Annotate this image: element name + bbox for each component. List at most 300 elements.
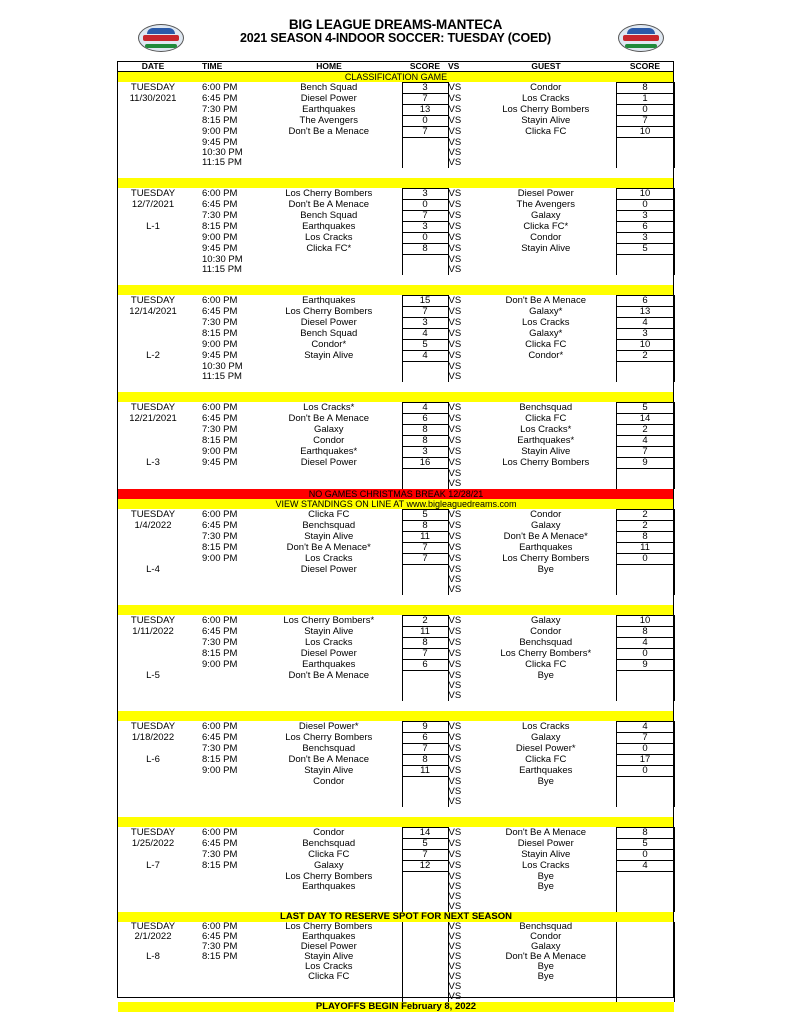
guest-team-cell: Diesel Power <box>517 838 574 850</box>
home-score-cell: 11 <box>402 532 448 543</box>
guest-score-cell <box>616 138 674 149</box>
guest-team-cell <box>476 681 616 691</box>
guest-team-cell <box>476 787 616 797</box>
date-cell <box>118 787 188 797</box>
vs-cell: VS <box>448 413 462 425</box>
date-cell <box>118 447 188 458</box>
home-team-cell: Earthquakes <box>302 659 356 671</box>
guest-team-cell: Los Cherry Bombers* <box>500 648 592 660</box>
home-score-cell: 15 <box>402 296 448 307</box>
table-row <box>118 479 674 489</box>
home-score-cell: 7 <box>402 211 448 222</box>
vs-cell: VS <box>448 104 462 116</box>
date-cell <box>118 744 188 755</box>
spacer-row <box>118 382 674 392</box>
home-score-cell <box>402 942 448 952</box>
home-team-cell: Benchsquad <box>302 838 356 850</box>
vs-cell: VS <box>448 721 462 733</box>
home-team-cell: Los Cherry Bombers <box>285 871 373 882</box>
time-cell <box>188 469 256 480</box>
time-cell <box>188 777 256 788</box>
home-team-cell: Clicka FC <box>308 972 350 982</box>
spacer-row <box>118 168 674 178</box>
spacer-cell <box>118 807 674 817</box>
date-cell: L-8 <box>146 952 160 962</box>
guest-score-cell: 6 <box>616 222 674 233</box>
date-cell: 1/25/2022 <box>131 838 175 850</box>
home-team-cell: Los Cherry Bombers <box>285 922 373 932</box>
guest-team-cell <box>476 797 616 807</box>
home-score-cell <box>402 469 448 480</box>
time-cell: 6:00 PM <box>202 827 238 839</box>
table-row <box>118 148 674 158</box>
date-cell: TUESDAY <box>130 82 176 94</box>
vs-cell: VS <box>448 361 462 372</box>
guest-score-cell <box>616 565 674 576</box>
guest-score-cell <box>616 479 674 489</box>
vs-cell: VS <box>448 892 462 902</box>
table-row <box>118 828 674 839</box>
home-team-cell: Los Cherry Bombers <box>285 188 373 200</box>
guest-team-cell: Galaxy <box>530 210 561 222</box>
home-score-cell <box>402 777 448 788</box>
guest-score-cell <box>616 872 674 883</box>
home-score-cell <box>402 982 448 992</box>
vs-cell: VS <box>448 306 462 318</box>
home-score-cell: 3 <box>402 447 448 458</box>
table-row <box>118 116 674 127</box>
guest-team-cell: Stayin Alive <box>521 849 571 861</box>
table-row <box>118 127 674 138</box>
table-row <box>118 638 674 649</box>
guest-score-cell: 8 <box>616 627 674 638</box>
guest-score-cell: 0 <box>616 105 674 116</box>
time-cell: 8:15 PM <box>202 542 238 554</box>
table-row <box>118 922 674 932</box>
home-score-cell <box>402 962 448 972</box>
notice-banner <box>118 392 674 403</box>
home-team-cell: Diesel Power <box>300 93 357 105</box>
vs-cell: VS <box>448 922 462 932</box>
home-score-cell: 14 <box>402 828 448 839</box>
guest-score-cell <box>616 902 674 912</box>
vs-cell: VS <box>448 115 462 127</box>
home-team-cell: Benchsquad <box>302 520 356 532</box>
time-cell: 8:15 PM <box>202 328 238 340</box>
time-cell: 6:45 PM <box>202 520 238 532</box>
home-score-cell: 3 <box>402 222 448 233</box>
guest-score-cell: 4 <box>616 318 674 329</box>
home-team-cell: Earthquakes <box>302 932 356 942</box>
schedule-table <box>118 61 675 1012</box>
table-row <box>118 797 674 807</box>
table-row <box>118 94 674 105</box>
home-team-cell: Bench Squad <box>300 82 358 94</box>
home-score-cell: 8 <box>402 425 448 436</box>
time-cell: 9:45 PM <box>202 350 238 362</box>
guest-score-cell: 7 <box>616 447 674 458</box>
vs-cell: VS <box>448 871 462 882</box>
time-cell: 6:00 PM <box>202 402 238 414</box>
date-cell <box>118 372 188 382</box>
vs-cell: VS <box>448 479 462 489</box>
guest-team-cell: Don't Be A Menace <box>505 827 586 839</box>
home-score-cell: 7 <box>402 744 448 755</box>
vs-cell: VS <box>448 902 462 912</box>
time-cell <box>188 671 256 682</box>
guest-score-cell: 1 <box>616 94 674 105</box>
home-team-cell: Los Cherry Bombers* <box>283 615 375 627</box>
table-row <box>118 616 674 627</box>
time-cell: 6:45 PM <box>202 413 238 425</box>
date-cell <box>118 872 188 883</box>
home-team-cell <box>256 575 402 585</box>
table-row <box>118 458 674 469</box>
table-row <box>118 296 674 307</box>
home-team-cell: Don't Be A Menace <box>288 670 369 681</box>
guest-team-cell: Clicka FC* <box>523 221 569 233</box>
table-row <box>118 469 674 480</box>
home-team-cell <box>256 469 402 480</box>
time-cell <box>188 902 256 912</box>
guest-score-cell <box>616 469 674 480</box>
time-cell: 6:45 PM <box>202 306 238 318</box>
date-cell <box>118 211 188 222</box>
guest-score-cell: 0 <box>616 744 674 755</box>
date-cell <box>118 660 188 671</box>
guest-score-cell: 7 <box>616 116 674 127</box>
time-cell: 7:30 PM <box>202 317 238 329</box>
home-team-cell: Diesel Power <box>300 648 357 660</box>
column-header-vs: VS <box>448 61 476 72</box>
guest-score-cell: 11 <box>616 543 674 554</box>
guest-team-cell: Los Cracks <box>521 93 570 105</box>
date-cell <box>118 649 188 660</box>
guest-score-cell: 17 <box>616 755 674 766</box>
home-team-cell: Condor* <box>311 339 347 351</box>
notice-banner <box>118 817 674 828</box>
table-row <box>118 211 674 222</box>
date-cell <box>118 105 188 116</box>
time-cell: 7:30 PM <box>202 637 238 649</box>
table-row <box>118 318 674 329</box>
home-score-cell <box>402 265 448 275</box>
date-cell: 12/7/2021 <box>131 199 175 211</box>
date-cell <box>118 850 188 861</box>
notice-banner-text <box>118 178 674 189</box>
guest-score-cell: 14 <box>616 414 674 425</box>
time-cell: 9:00 PM <box>202 339 238 351</box>
date-cell <box>118 148 188 158</box>
schedule-body <box>118 72 674 1013</box>
home-score-cell: 12 <box>402 861 448 872</box>
guest-team-cell: Galaxy <box>530 520 561 532</box>
guest-score-cell: 5 <box>616 403 674 414</box>
date-cell <box>118 575 188 585</box>
time-cell: 6:00 PM <box>202 82 238 94</box>
vs-cell: VS <box>448 468 462 479</box>
home-team-cell <box>256 158 402 168</box>
home-team-cell <box>256 585 402 595</box>
guest-team-cell: Stayin Alive <box>521 446 571 458</box>
vs-cell: VS <box>448 295 462 307</box>
guest-team-cell <box>476 138 616 149</box>
time-cell: 6:00 PM <box>202 188 238 200</box>
home-score-cell: 7 <box>402 850 448 861</box>
spacer-cell <box>118 275 674 285</box>
vs-cell: VS <box>448 372 462 382</box>
home-score-cell: 7 <box>402 649 448 660</box>
column-header-row <box>118 61 674 72</box>
home-score-cell <box>402 479 448 489</box>
vs-cell: VS <box>448 972 462 982</box>
date-cell: TUESDAY <box>130 922 176 932</box>
home-score-cell <box>402 902 448 912</box>
guest-score-cell: 2 <box>616 510 674 521</box>
guest-score-cell: 5 <box>616 244 674 255</box>
date-cell: TUESDAY <box>130 827 176 839</box>
guest-score-cell: 4 <box>616 436 674 447</box>
guest-team-cell <box>476 362 616 373</box>
date-cell <box>118 436 188 447</box>
home-team-cell: Earthquakes <box>302 104 356 116</box>
home-team-cell: Condor <box>313 776 345 787</box>
table-row <box>118 255 674 266</box>
home-team-cell: Diesel Power <box>300 317 357 329</box>
date-cell <box>118 255 188 266</box>
guest-team-cell: Stayin Alive <box>521 115 571 127</box>
table-row <box>118 138 674 149</box>
guest-score-cell <box>616 255 674 266</box>
time-cell <box>188 691 256 701</box>
home-team-cell: Diesel Power <box>300 564 357 575</box>
date-cell: 12/21/2021 <box>129 413 177 425</box>
home-score-cell <box>402 882 448 892</box>
home-score-cell: 6 <box>402 414 448 425</box>
guest-score-cell <box>616 671 674 682</box>
guest-team-cell: Clicka FC <box>525 126 567 138</box>
notice-banner-text: PLAYOFFS BEGIN February 8, 2022 <box>118 1002 674 1012</box>
table-row <box>118 158 674 168</box>
time-cell <box>188 681 256 691</box>
table-row <box>118 681 674 691</box>
guest-team-cell: Los Cherry Bombers <box>502 553 590 565</box>
home-score-cell: 11 <box>402 766 448 777</box>
time-cell <box>188 872 256 883</box>
guest-score-cell <box>616 922 674 932</box>
time-cell: 9:00 PM <box>202 765 238 777</box>
vs-cell: VS <box>448 952 462 962</box>
vs-cell: VS <box>448 575 462 585</box>
home-score-cell: 8 <box>402 638 448 649</box>
vs-cell: VS <box>448 648 462 660</box>
guest-score-cell: 6 <box>616 296 674 307</box>
time-cell: 11:15 PM <box>202 158 242 168</box>
home-score-cell: 7 <box>402 94 448 105</box>
table-row <box>118 982 674 992</box>
home-team-cell: Los Cracks <box>304 637 353 649</box>
table-row <box>118 403 674 414</box>
guest-score-cell <box>616 787 674 797</box>
date-cell: 11/30/2021 <box>129 93 177 105</box>
home-team-cell: Bench Squad <box>300 210 358 222</box>
time-cell: 7:30 PM <box>202 104 238 116</box>
vs-cell: VS <box>448 254 462 265</box>
home-score-cell <box>402 787 448 797</box>
time-cell: 7:30 PM <box>202 531 238 543</box>
home-team-cell <box>256 148 402 158</box>
time-cell: 8:15 PM <box>202 860 238 872</box>
time-cell: 11:15 PM <box>202 372 242 382</box>
home-score-cell: 7 <box>402 543 448 554</box>
table-row <box>118 787 674 797</box>
home-team-cell: Don't Be A Menace <box>288 754 369 766</box>
vs-cell: VS <box>448 435 462 447</box>
home-team-cell: Earthquakes <box>302 221 356 233</box>
home-team-cell: Stayin Alive <box>304 531 354 543</box>
home-team-cell: Earthquakes <box>302 295 356 307</box>
table-row <box>118 425 674 436</box>
time-cell <box>188 962 256 972</box>
vs-cell: VS <box>448 509 462 521</box>
date-cell <box>118 127 188 138</box>
time-cell <box>188 982 256 992</box>
time-cell: 11:15 PM <box>202 265 242 275</box>
guest-team-cell: Galaxy* <box>529 328 563 340</box>
guest-team-cell: Don't Be A Menace <box>505 952 586 962</box>
table-row <box>118 265 674 275</box>
date-cell: 12/14/2021 <box>129 306 177 318</box>
guest-team-cell: Bye <box>537 882 554 892</box>
vs-cell: VS <box>448 849 462 861</box>
table-row <box>118 565 674 576</box>
home-score-cell <box>402 892 448 902</box>
guest-team-cell <box>476 992 616 1002</box>
home-team-cell: Don't Be a Menace <box>288 126 369 138</box>
home-team-cell <box>256 787 402 797</box>
guest-team-cell: Clicka FC <box>525 339 567 351</box>
table-row <box>118 340 674 351</box>
vs-cell: VS <box>448 232 462 244</box>
table-row <box>118 436 674 447</box>
guest-score-cell: 0 <box>616 649 674 660</box>
vs-cell: VS <box>448 531 462 543</box>
notice-banner-text: CLASSIFICATION GAME <box>118 72 674 83</box>
guest-team-cell: Bye <box>537 972 554 982</box>
time-cell: 7:30 PM <box>202 424 238 436</box>
date-cell: L-7 <box>146 860 160 872</box>
time-cell: 9:00 PM <box>202 126 238 138</box>
date-cell <box>118 265 188 275</box>
guest-team-cell: Galaxy* <box>529 306 563 318</box>
table-row <box>118 722 674 733</box>
table-row <box>118 882 674 892</box>
home-team-cell: Clicka FC <box>308 509 350 521</box>
guest-team-cell: Benchsquad <box>519 402 573 414</box>
guest-team-cell: Los Cherry Bombers <box>502 457 590 469</box>
guest-team-cell: Condor <box>530 232 562 244</box>
guest-team-cell: The Avengers <box>516 199 575 211</box>
guest-score-cell: 0 <box>616 850 674 861</box>
table-row <box>118 691 674 701</box>
time-cell: 10:30 PM <box>202 361 243 372</box>
notice-banner <box>118 178 674 189</box>
home-team-cell <box>256 992 402 1002</box>
guest-score-cell <box>616 882 674 892</box>
home-score-cell: 7 <box>402 554 448 565</box>
time-cell <box>188 797 256 807</box>
guest-team-cell: Bye <box>537 670 554 681</box>
vs-cell: VS <box>448 776 462 787</box>
vs-cell: VS <box>448 350 462 362</box>
home-score-cell <box>402 952 448 962</box>
date-cell <box>118 554 188 565</box>
guest-score-cell: 5 <box>616 839 674 850</box>
guest-team-cell: Earthquakes* <box>517 435 575 447</box>
home-score-cell: 5 <box>402 340 448 351</box>
home-score-cell: 0 <box>402 233 448 244</box>
time-cell: 7:30 PM <box>202 942 238 952</box>
vs-cell: VS <box>448 882 462 892</box>
table-row <box>118 351 674 362</box>
guest-score-cell <box>616 952 674 962</box>
guest-score-cell <box>616 972 674 982</box>
home-team-cell <box>256 797 402 807</box>
date-cell: L-5 <box>146 670 160 681</box>
home-team-cell: Clicka FC <box>308 849 350 861</box>
table-row <box>118 372 674 382</box>
home-score-cell <box>402 872 448 883</box>
guest-team-cell: Condor <box>530 82 562 94</box>
guest-team-cell <box>476 265 616 275</box>
date-cell: 1/18/2022 <box>131 732 175 744</box>
date-cell: L-1 <box>146 221 160 233</box>
guest-team-cell: Los Cherry Bombers <box>502 104 590 116</box>
date-cell: L-2 <box>146 350 160 362</box>
vs-cell: VS <box>448 148 462 158</box>
guest-team-cell <box>476 479 616 489</box>
table-row <box>118 861 674 872</box>
guest-score-cell: 3 <box>616 233 674 244</box>
guest-score-cell: 10 <box>616 189 674 200</box>
vs-cell: VS <box>448 982 462 992</box>
time-cell: 9:00 PM <box>202 232 238 244</box>
time-cell: 9:00 PM <box>202 659 238 671</box>
home-score-cell: 2 <box>402 616 448 627</box>
vs-cell: VS <box>448 82 462 94</box>
time-cell: 7:30 PM <box>202 743 238 755</box>
time-cell <box>188 972 256 982</box>
guest-team-cell: Bye <box>537 871 554 882</box>
home-score-cell: 3 <box>402 318 448 329</box>
date-cell <box>118 942 188 952</box>
guest-team-cell: Condor <box>530 932 562 942</box>
guest-team-cell: Galaxy <box>530 615 561 627</box>
notice-banner-text: VIEW STANDINGS ON LINE AT www.bigleaguedreams.com <box>118 499 674 510</box>
guest-score-cell <box>616 265 674 275</box>
table-row <box>118 766 674 777</box>
vs-cell: VS <box>448 402 462 414</box>
column-header-guest: GUEST <box>476 61 616 72</box>
guest-score-cell: 7 <box>616 733 674 744</box>
guest-team-cell <box>476 575 616 585</box>
home-team-cell: Los Cracks <box>304 962 353 972</box>
guest-team-cell: Benchsquad <box>519 922 573 932</box>
table-row <box>118 244 674 255</box>
guest-score-cell: 3 <box>616 329 674 340</box>
time-cell: 8:15 PM <box>202 115 238 127</box>
date-cell <box>118 992 188 1002</box>
